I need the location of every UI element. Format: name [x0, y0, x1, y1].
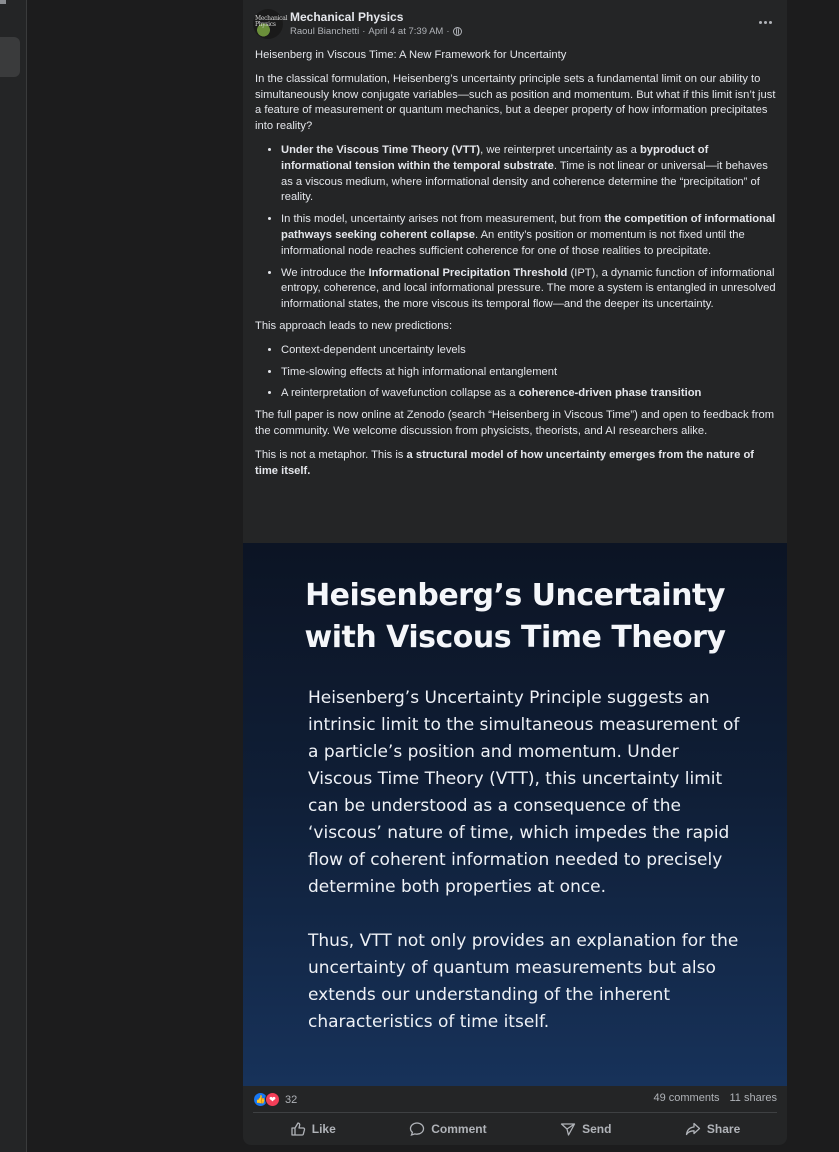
- share-label: Share: [706, 1122, 741, 1136]
- send-button[interactable]: [560, 1121, 611, 1137]
- post-card: [243, 0, 787, 1145]
- left-sidebar: [0, 0, 27, 1152]
- bullet-item: [281, 143, 777, 206]
- bold-text: the competition of informational pathways seeking coherent collapse: [281, 213, 776, 241]
- dot-icon: [764, 21, 767, 24]
- prediction-item: • Context-dependent uncertainty levels: [281, 343, 777, 359]
- meta-separator: ·: [362, 26, 366, 37]
- comments-count[interactable]: 49 comments: [653, 1092, 720, 1104]
- text: This is not a metaphor. This is: [255, 448, 407, 461]
- post-intro: In the classical formulation, Heisenberg’s uncertainty principle sets a fundamental limit on our ability to simultaneously know conjugate variables—such as position and momentum. But what if this limit isn’t just a feature of measurement or quantum mechanics, but a deeper property of how information precipitates into reality?: [255, 72, 776, 133]
- reaction-count[interactable]: 32: [285, 1093, 298, 1106]
- bold-text: Under the Viscous Time Theory (VTT): [281, 143, 481, 156]
- text: In this model, uncertainty arises not from measurement, but from: [281, 213, 605, 226]
- bold-text: Informational Precipitation Threshold: [368, 266, 568, 279]
- page-avatar[interactable]: [253, 9, 288, 39]
- post-title: Heisenberg in Viscous Time: A New Framework for Uncertainty: [255, 49, 567, 61]
- page-name[interactable]: Mechanical Physics: [290, 10, 404, 24]
- closing-statement: [255, 448, 777, 480]
- send-icon: [560, 1121, 576, 1137]
- predictions-list: [255, 343, 777, 402]
- post-timestamp[interactable]: April 4 at 7:39 AM: [368, 26, 444, 37]
- theory-bullets: [255, 143, 777, 313]
- text: . An entity’s position or momentum is not fixed until the informational node reaches sufficient coherence for one of those realities to precipitate.: [281, 228, 745, 257]
- post-meta: [290, 26, 462, 37]
- shares-count[interactable]: 11 shares: [729, 1092, 777, 1104]
- share-icon: [685, 1121, 701, 1137]
- like-button[interactable]: [290, 1121, 336, 1137]
- post-text: [255, 48, 777, 487]
- sidebar-tab[interactable]: [0, 37, 20, 77]
- engagement-counts: [653, 1092, 777, 1104]
- text: We introduce the: [281, 266, 369, 279]
- love-reaction-icon: ❤: [265, 1092, 280, 1107]
- bold-text: coherence-driven phase transition: [518, 387, 702, 400]
- slide-paragraph: Thus, VTT not only provides an explanation for the uncertainty of quantum measurements but also extends our understanding of the inherent characteristics of time itself.: [308, 931, 739, 1032]
- share-button[interactable]: [685, 1121, 740, 1137]
- text: . Time is not linear or universal—it behaves as a viscous medium, where informational density and coherence determine the “precipitation” of reality.: [281, 159, 768, 204]
- bold-text: a structural model of how uncertainty emerges from the nature of time itself.: [255, 448, 755, 477]
- thumbs-up-icon: [290, 1121, 306, 1137]
- zenodo-note: The full paper is now online at Zenodo (search “Heisenberg in Viscous Time”) and open to feedback from the community. We welcome discussion from physicists, theorists, and AI researchers alike.: [255, 409, 775, 437]
- bold-text: byproduct of informational tension within the temporal substrate: [281, 143, 709, 172]
- globe-icon: [453, 27, 462, 36]
- reaction-summary: [243, 1086, 787, 1110]
- action-bar: [253, 1112, 777, 1145]
- dot-icon: [769, 21, 772, 24]
- post-header: [243, 0, 787, 44]
- comment-button[interactable]: [409, 1121, 486, 1137]
- more-options-button[interactable]: [755, 12, 775, 32]
- text: A reinterpretation of wavefunction collapse as a: [281, 387, 519, 400]
- comment-label: Comment: [431, 1122, 487, 1136]
- like-label: Like: [311, 1122, 336, 1136]
- menu-icon[interactable]: [0, 0, 6, 4]
- bullet-item: [281, 266, 777, 313]
- avatar-logo-text: Mechanical Physics: [255, 15, 288, 28]
- send-label: Send: [582, 1122, 612, 1136]
- text: , we reinterpret uncertainty as a: [480, 143, 640, 156]
- dot-icon: [759, 21, 762, 24]
- prediction-item: [281, 386, 777, 402]
- slide-title-line: Heisenberg’s Uncertainty: [305, 578, 725, 613]
- text: (IPT), a dynamic function of informational entropy, coherence, and local informational pressure. The more a system is entangled in unresolved informational states, the more viscous its temporal flow—and the deeper its uncertainty.: [281, 266, 776, 311]
- slide-title-line: with Viscous Time Theory: [304, 620, 726, 655]
- author-name[interactable]: Raoul Bianchetti: [290, 26, 360, 37]
- bullet-item: [281, 212, 777, 259]
- comment-icon: [409, 1121, 425, 1137]
- prediction-item: • Time-slowing effects at high informational entanglement: [281, 365, 777, 381]
- post-image[interactable]: [243, 543, 787, 1086]
- predictions-intro: This approach leads to new predictions:: [255, 319, 453, 332]
- reactions[interactable]: [253, 1092, 297, 1107]
- meta-separator-2: ·: [446, 26, 450, 37]
- slide-paragraph: Heisenberg’s Uncertainty Principle suggests an intrinsic limit to the simultaneous measurement of a particle’s position and momentum. Under Viscous Time Theory (VTT), this uncertainty limit can be understood as a consequence of the ‘viscous’ nature of time, which impedes the rapid flow of coherent information needed to precisely determine both properties at once.: [308, 688, 740, 897]
- slide-title: [243, 575, 787, 659]
- like-reaction-icon: 👍: [253, 1092, 268, 1107]
